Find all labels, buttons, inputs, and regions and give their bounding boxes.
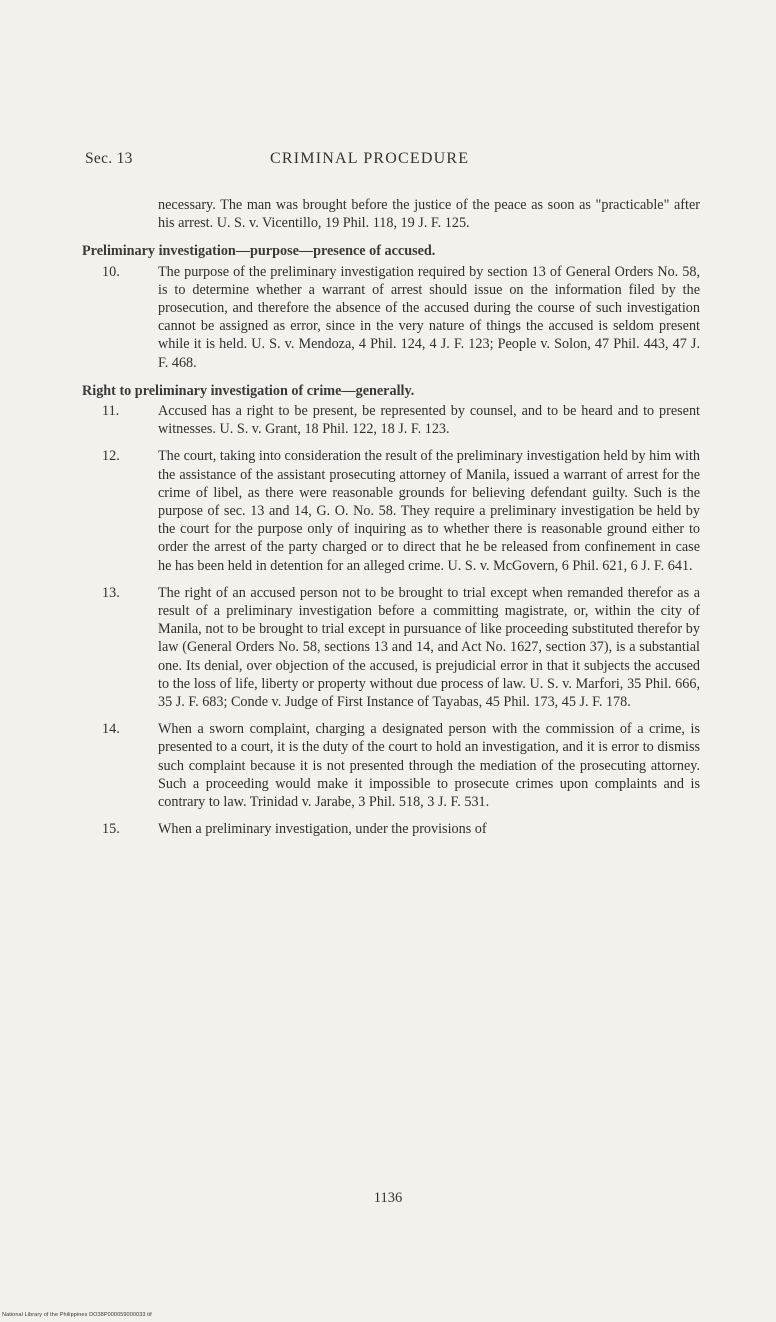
- annotation-entry: [82, 720, 700, 811]
- section-heading: Preliminary investigation—purpose—presence of accused.: [82, 243, 436, 260]
- continuation-paragraph: necessary. The man was brought before the justice of the peace as soon as "practicable" after his arrest. U. S. v. Vicentillo, 19 Phil. 118, 19 J. F. 125.: [158, 197, 700, 232]
- annotation-entry: [82, 402, 700, 438]
- annotation-entry: [82, 584, 700, 711]
- annotation-entry: [82, 447, 700, 574]
- page-number: 1136: [373, 1190, 403, 1206]
- entry-text: The right of an accused person not to be brought to trial except when remanded therefor as a result of a preliminary investigation before a committing magistrate, or, within the city of Manila, not to be brought to trial except in pursuance of like proceeding substituted therefor by law (General Orders No. 58, sections 13 and 14, and Act No. 1627, section 37), is a substantial one. Its denial, over objection of the accused, is prejudicial error in that it subjects the accused to the loss of life, liberty or property without due process of law. U. S. v. Marfori, 35 Phil. 666, 35 J. F. 683; Conde v. Judge of First Instance of Tayabas, 45 Phil. 173, 45 J. F. 178.: [158, 584, 700, 711]
- section-label: Sec. 13: [85, 150, 133, 167]
- footer-watermark: National Library of the Philippines DO38P000059000033 tif: [2, 1312, 152, 1318]
- page-title: CRIMINAL PROCEDURE: [270, 150, 470, 167]
- section-heading: Right to preliminary investigation of crime—generally.: [82, 382, 415, 399]
- entry-text: When a sworn complaint, charging a designated person with the commission of a crime, is presented to a court, it is the duty of the court to hold an investigation, and it is error to dismiss such complaint because it is not presented through the mediation of the prosecuting attorney. Such a proceeding would make it impossible to prosecute crimes upon complaints and is contrary to law. Trinidad v. Jarabe, 3 Phil. 518, 3 J. F. 531.: [158, 721, 700, 811]
- entry-text: Accused has a right to be present, be represented by counsel, and to be heard and to present witnesses. U. S. v. Grant, 18 Phil. 122, 18 J. F. 123.: [158, 403, 700, 438]
- annotation-entry: [82, 263, 700, 372]
- entry-number: 12.: [102, 448, 120, 465]
- annotation-entry: [82, 820, 700, 838]
- entry-number: 15.: [102, 821, 120, 838]
- entry-text: The purpose of the preliminary investigation required by section 13 of General Orders No. 58, is to determine whether a warrant of arrest should issue on the information filed by the prosecution, and therefore the absence of the accused during the course of such investigation cannot be assigned as error, since in the very nature of things the accused is seldom present while it is held. U. S. v. Mendoza, 4 Phil. 124, 4 J. F. 123; People v. Solon, 47 Phil. 443, 47 J. F. 468.: [158, 263, 700, 371]
- page-body: [82, 196, 700, 839]
- entry-number: 13.: [102, 584, 120, 601]
- entry-text: The court, taking into consideration the result of the preliminary investigation held by him with the assistance of the assistant prosecuting attorney of Manila, issued a warrant of arrest for the crime of libel, as there were reasonable grounds for believing defendant guilty. Such is the purpose of sec. 13 and 14, G. O. No. 58. They require a preliminary investigation be held by the court for the purpose only of inquiring as to whether there is reasonable ground either to order the arrest of the party charged or to direct that he be released from confinement in case he has been held in detention for an alleged crime. U. S. v. McGovern, 6 Phil. 621, 6 J. F. 641.: [158, 448, 700, 574]
- entry-number: 11.: [102, 403, 120, 420]
- entry-number: 14.: [102, 721, 120, 738]
- entry-number: 10.: [102, 263, 120, 280]
- entry-text: When a preliminary investigation, under the provisions of: [158, 821, 487, 838]
